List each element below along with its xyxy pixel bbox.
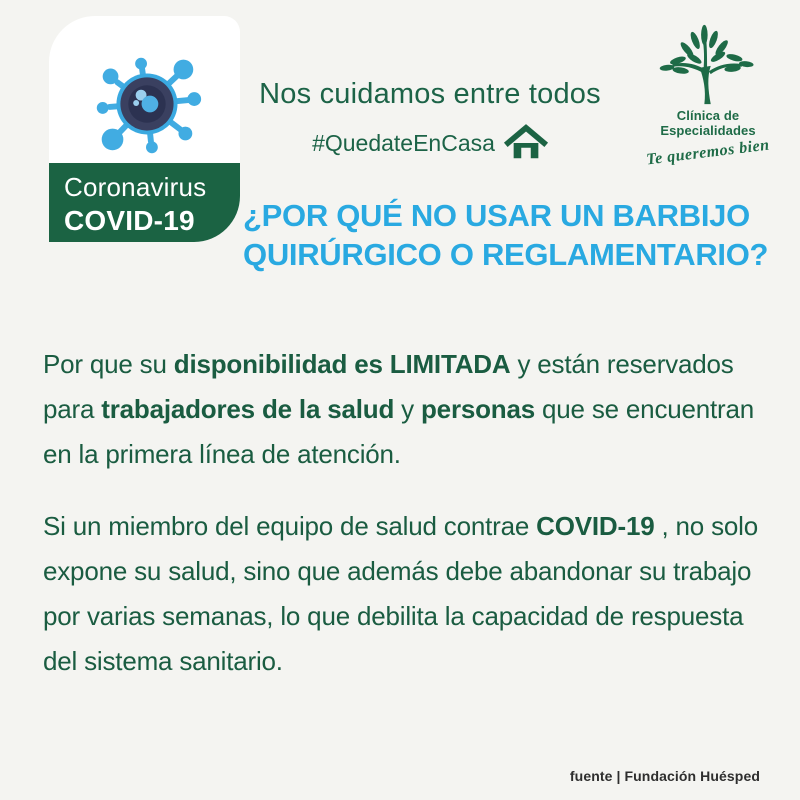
page-title [243,196,791,274]
stay-home-hashtag: #QuedateEnCasa [312,129,495,156]
coronavirus-icon [82,42,210,164]
clinic-name: Clínica de Especialidades [660,108,756,138]
coronavirus-badge [49,163,240,242]
home-icon [504,124,548,162]
page-title-line1: ¿POR QUÉ NO USAR UN BARBIJO [243,198,750,233]
page-title-line2: QUIRÚRGICO O REGLAMENTARIO? [243,237,769,272]
badge-title: Coronavirus [64,172,207,202]
campaign-block [240,78,620,162]
badge-subtitle: COVID-19 [64,204,195,236]
clinic-logo [628,24,788,169]
tree-icon [656,24,760,106]
body-paragraph-availability: Por que su disponibilidad es LIMITADA y están reservados para trabajadores de la salud y personas que se encuentran en la primera línea de atención. [43,349,755,469]
hashtag-row [240,124,620,162]
campaign-tagline: Nos cuidamos entre todos [259,78,601,110]
body-paragraph-health-team: Si un miembro del equipo de salud contrae COVID-19 , no solo expone su salud, sino que además debe abandonar su trabajo por varias semanas, lo que debilita la capacidad de respuesta del sistema sanitario. [43,511,758,676]
brand-card [49,16,240,242]
source-credit: fuente | Fundación Huésped [569,768,760,784]
clinic-slogan: Te queremos bien [645,136,771,169]
